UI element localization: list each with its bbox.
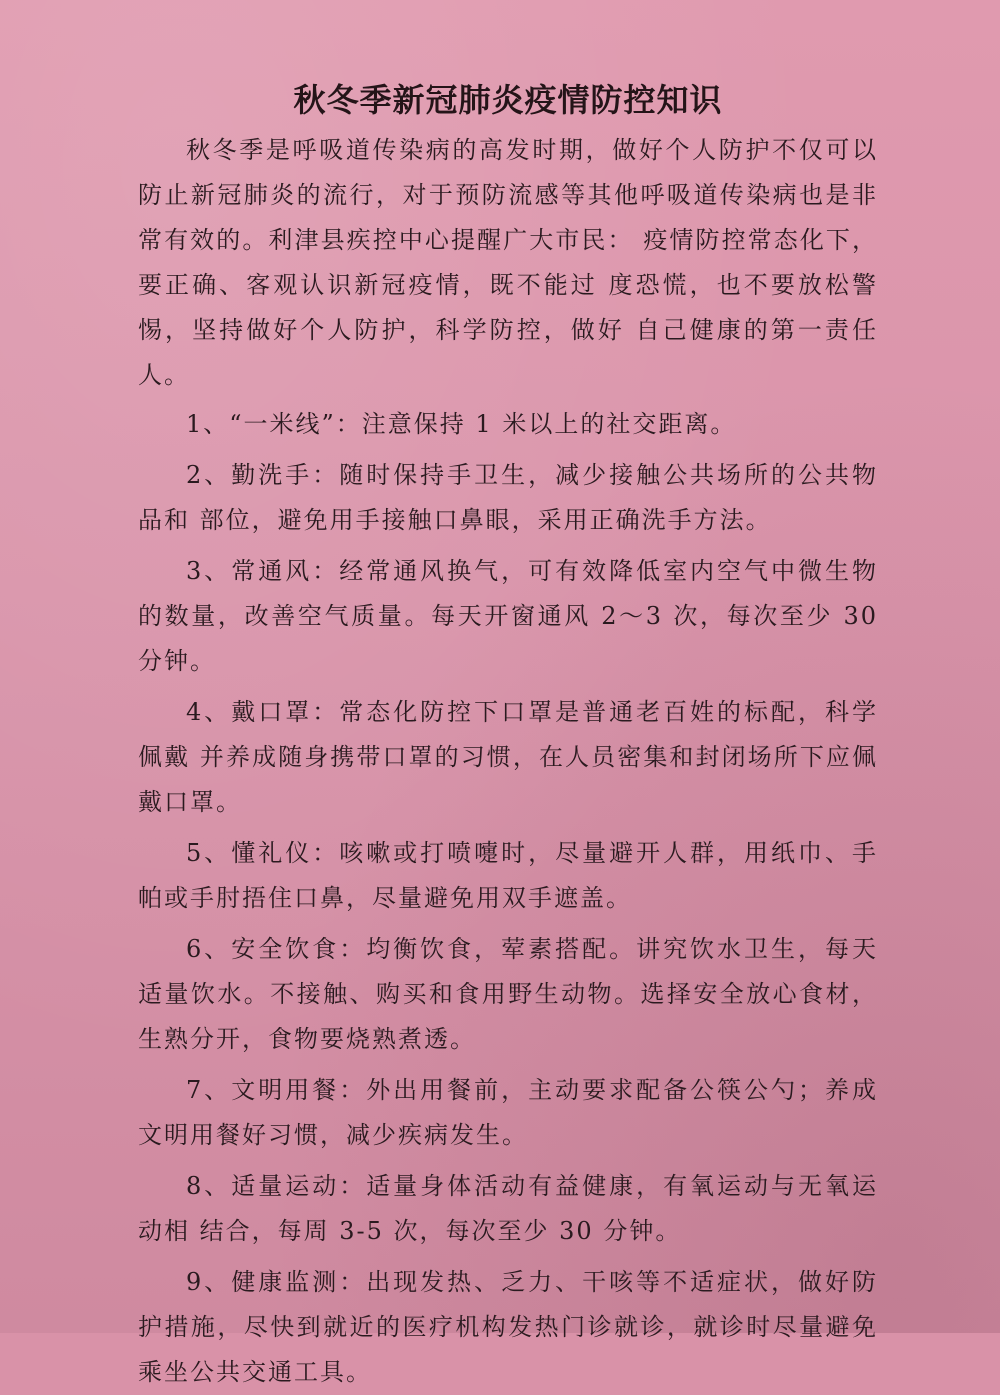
tip-7-civilized-dining: 7、文明用餐：外出用餐前，主动要求配备公筷公勺；养成文明用餐好习惯，减少疾病发生。 (138, 1076, 878, 1149)
tip-9-health-monitoring: 9、健康监测：出现发热、乏力、干咳等不适症状，做好防护措施，尽快到就近的医疗机构发热门诊就诊，就诊时尽量避免乘坐公共交通工具。 (138, 1268, 878, 1386)
tip-4-wear-mask: 4、戴口罩：常态化防控下口罩是普通老百姓的标配，科学佩戴 并养成随身携带口罩的习惯，在人员密集和封闭场所下应佩戴口罩。 (138, 698, 878, 816)
tip-1-one-meter-line: 1、“一米线”：注意保持 1 米以上的社交距离。 (186, 410, 737, 438)
tip-2-wash-hands: 2、勤洗手：随时保持手卫生，减少接触公共场所的公共物品和 部位，避免用手接触口鼻眼，采用正确洗手方法。 (138, 461, 878, 534)
tip-6-food-safety: 6、安全饮食：均衡饮食，荤素搭配。讲究饮水卫生，每天适量饮水。不接触、购买和食用野生动物。选择安全放心食材，生熟分开，食物要烧熟煮透。 (138, 935, 878, 1053)
tip-3-ventilation: 3、常通风：经常通风换气，可有效降低室内空气中微生物的数量，改善空气质量。每天开窗通风 2～3 次，每次至少 30 分钟。 (138, 557, 878, 675)
intro-paragraph: 秋冬季是呼吸道传染病的高发时期，做好个人防护不仅可以 防止新冠肺炎的流行，对于预防流感等其他呼吸道传染病也是非 常有效的。利津县疾控中心提醒广大市民： 疫情防控常态化下，要正确、客观认识新冠疫情，既不能过 度恐慌，也不要放松警惕，坚持做好个人防护，科学防控，做好 自己健康的第一责任人。 (138, 136, 878, 389)
tip-8-exercise: 8、适量运动：适量身体活动有益健康，有氧运动与无氧运动相 结合，每周 3-5 次，每次至少 30 分钟。 (138, 1172, 878, 1245)
page-title: 秋冬季新冠肺炎疫情防控知识 (293, 81, 723, 119)
tip-5-etiquette: 5、懂礼仪：咳嗽或打喷嚏时，尽量避开人群，用纸巾、手帕或手肘捂住口鼻，尽量避免用双手遮盖。 (138, 839, 878, 912)
